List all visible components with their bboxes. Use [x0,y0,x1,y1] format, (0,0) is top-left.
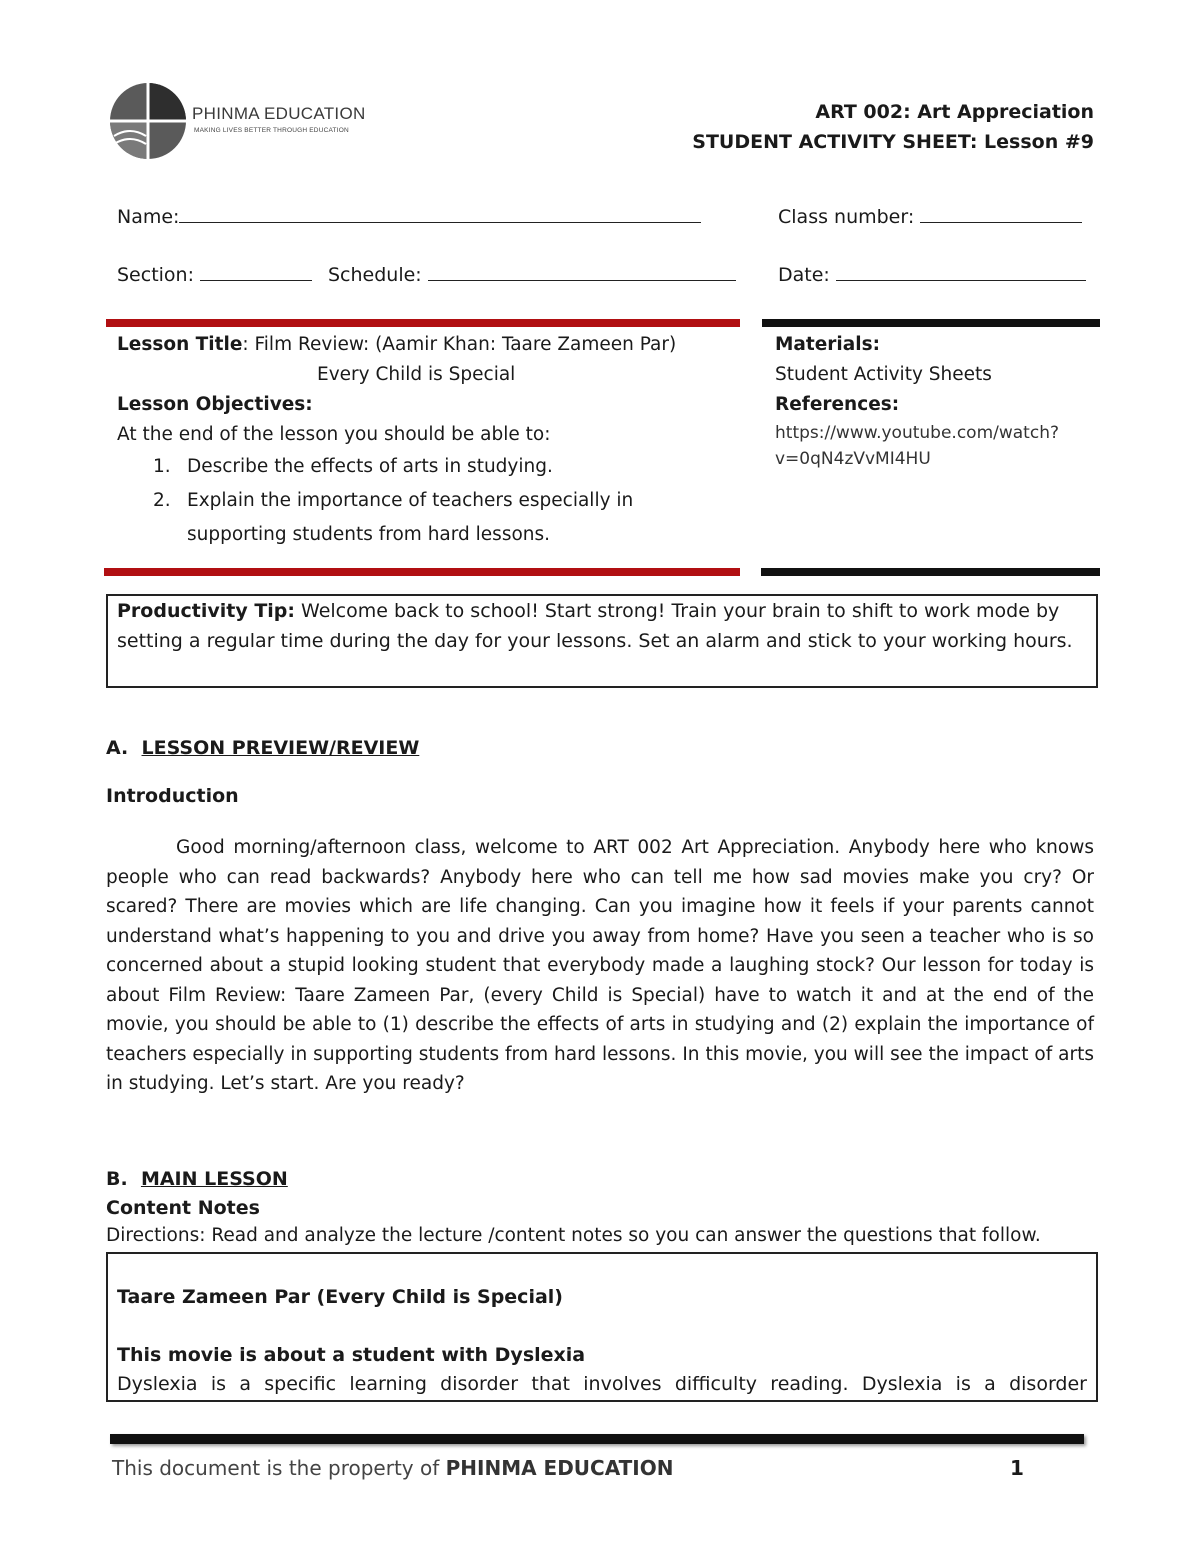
course-title: ART 002: Art Appreciation [815,101,1094,123]
materials-value: Student Activity Sheets [775,364,992,385]
box-title: Taare Zameen Par (Every Child is Special) [117,1286,563,1308]
logo-name: PHINMA EDUCATION [192,104,366,123]
date-label: Date: [778,264,830,286]
section-b-heading: B. MAIN LESSON [106,1168,288,1190]
lesson-block [117,330,727,552]
footer-divider [110,1434,1084,1444]
tip-text: Welcome back to school! Start strong! Train your brain to shift to work mode by setting a regular time during the day for your lessons. Set an alarm and stick to your working hours. [117,600,1073,652]
materials-top-divider [762,319,1100,327]
schedule-blank[interactable] [428,264,736,281]
references-label: References: [775,394,900,415]
objectives-list [117,450,727,552]
schedule-label: Schedule: [328,264,422,286]
objective-item: 1. Describe the effects of arts in studying. [153,456,553,477]
footer-text: This document is the property of PHINMA EDUCATION [112,1456,674,1480]
materials-bottom-divider [761,568,1100,576]
page-number: 1 [1010,1456,1024,1480]
tip-label: Productivity Tip: [117,600,295,622]
content-notes-heading: Content Notes [106,1197,260,1219]
section-blank[interactable] [200,264,312,281]
date-field[interactable] [778,264,1086,286]
lesson-subtitle: Every Child is Special [317,364,516,385]
introduction-heading: Introduction [106,785,239,807]
content-notes-box [106,1252,1098,1402]
class-number-label: Class number: [778,206,915,228]
objectives-heading: Lesson Objectives: [117,394,313,415]
introduction-paragraph: Good morning/afternoon class, welcome to ART 002 Art Appreciation. Anybody here who knows people who can read backwards? Anybody here who can tell me how sad movies make you cry? Or scared? There are movies which are life changing. Can you imagine how it feels if your parents cannot understand what’s happening to you and drive you away from home? Have you seen a teacher who is so concerned about a stupid looking student that everybody made a laughing stock? Our lesson for today is about Film Review: Taare Zameen Par, (every Child is Special) have to watch it and at the end of the movie, you should be able to (1) describe the effects of arts in studying and (2) explain the importance of teachers especially in supporting students from hard lessons. In this movie, you will see the impact of arts in studying. Let’s start. Are you ready? [106,837,1094,1094]
lesson-bottom-divider [104,568,740,576]
footer-brand: PHINMA EDUCATION [445,1456,674,1480]
section-a-heading: A. LESSON PREVIEW/REVIEW [106,737,420,759]
directions-text: Directions: Read and analyze the lecture /content notes so you can answer the questions that follow. [106,1225,1041,1246]
box-heading: This movie is about a student with Dyslexia [117,1344,586,1366]
lesson-top-divider [106,319,740,327]
productivity-tip-box [106,594,1098,688]
date-blank[interactable] [836,264,1086,281]
reference-link[interactable]: https://www.youtube.com/watch? v=0qN4zVvMI4HU [775,423,1059,469]
box-text: Dyslexia is a specific learning disorder that involves difficulty reading. Dyslexia is a disorder [117,1373,1087,1395]
objectives-intro: At the end of the lesson you should be able to: [117,424,551,445]
materials-label: Materials: [775,334,880,355]
logo-tagline: MAKING LIVES BETTER THROUGH EDUCATION [194,127,349,134]
lesson-title: Lesson Title: Film Review: (Aamir Khan: Taare Zameen Par) [117,334,677,355]
class-number-blank[interactable] [920,206,1082,223]
name-field[interactable] [117,206,701,228]
section-field[interactable] [117,264,312,286]
schedule-field[interactable] [328,264,736,286]
materials-block [775,330,1095,472]
section-label: Section: [117,264,194,286]
phinma-logo-icon [108,80,192,162]
name-label: Name: [117,206,180,228]
name-blank[interactable] [179,206,701,223]
sheet-title: STUDENT ACTIVITY SHEET: Lesson #9 [692,131,1094,153]
class-number-field[interactable] [778,206,1082,228]
objective-item: 2. Explain the importance of teachers especially in supporting students from hard lessons. [153,490,634,545]
